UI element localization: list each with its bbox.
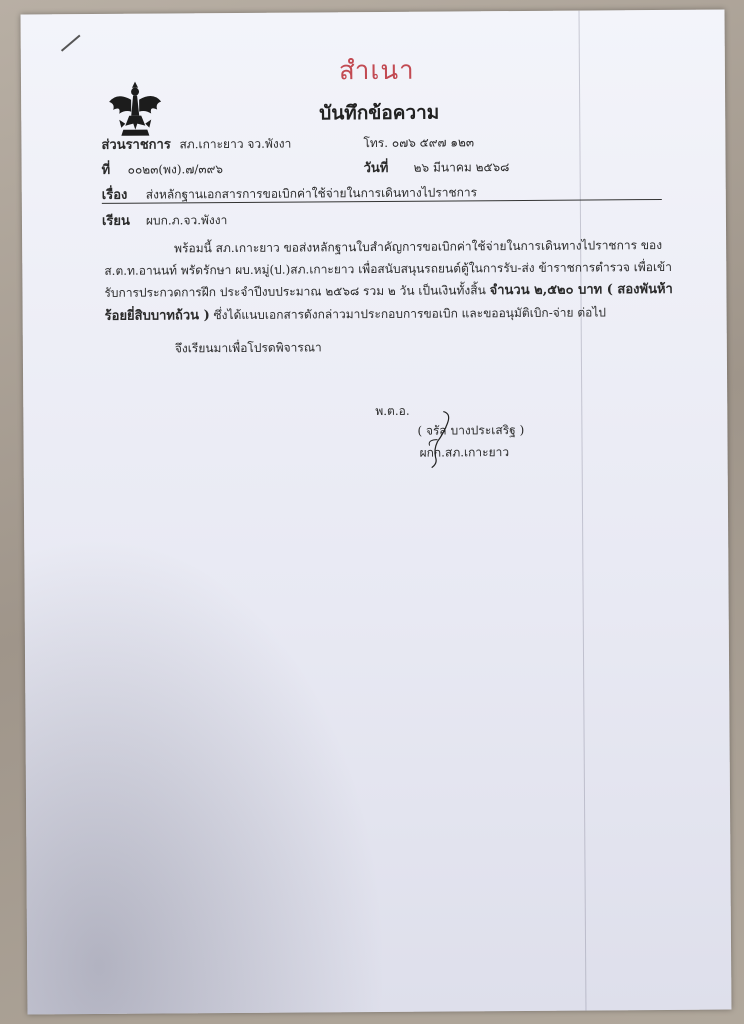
pen-mark <box>61 35 81 52</box>
document-page <box>21 10 732 1015</box>
signature-position: ผกก.สภ.เกาะยาว <box>419 445 510 460</box>
to-value: ผบก.ภ.จว.พังงา <box>145 213 228 228</box>
date-value: ๒๖ มีนาคม ๒๕๖๘ <box>413 160 510 175</box>
body-line-2: ส.ต.ท.อานนท์ พรัดรักษา ผบ.หมู่(ป.)สภ.เกาะยาว เพื่อสนับสนุนรถยนต์ตู้ในการรับ-ส่ง ข้าราชการตำรวจ เพื่อเข้า <box>104 259 673 278</box>
subject-value: ส่งหลักฐานเอกสารการขอเบิกค่าใช้จ่ายในการเดินทางไปราชการ <box>145 185 478 202</box>
signature-rank: พ.ต.อ. <box>375 403 410 419</box>
agency-label: ส่วนราชการ <box>101 137 171 153</box>
amount-text: จำนวน ๒,๕๒๐ บาท ( สองพันห้า <box>489 281 673 299</box>
handwritten-signature-icon <box>407 409 477 469</box>
fold-line <box>579 11 587 1011</box>
garuda-emblem-icon <box>107 79 163 139</box>
phone-number: โทร. ๐๗๖ ๕๙๗ ๑๒๓ <box>363 135 475 151</box>
body-line-4-text: ซึ่งได้แนบเอกสารดังกล่าวมาประกอบการขอเบิก และขออนุมัติเบิก-จ่าย ต่อไป <box>209 305 607 323</box>
copy-stamp: สำเนา <box>338 55 415 87</box>
amount-words-text: ร้อยยี่สิบบาทถ้วน ) <box>104 308 210 324</box>
agency-value: สภ.เกาะยาว จว.พังงา <box>179 136 292 152</box>
document-title: บันทึกข้อความ <box>319 101 440 125</box>
body-line-3-text: รับการประกวดการฝึก ประจำปีงบประมาณ ๒๕๖๘ รวม ๒ วัน เป็นเงินทั้งสิ้น <box>104 283 490 300</box>
date-label: วันที่ <box>363 160 389 177</box>
body-paragraph <box>104 234 695 328</box>
subject-label: เรื่อง <box>101 187 128 203</box>
to-label: เรียน <box>101 213 130 229</box>
signature-name: ( จรัส บางประเสริฐ ) <box>417 422 525 438</box>
ref-label: ที่ <box>101 162 111 178</box>
body-line-1: พร้อมนี้ สภ.เกาะยาว ขอส่งหลักฐานใบสำคัญการขอเบิกค่าใช้จ่ายในการเดินทางไปราชการ ของ <box>174 237 663 256</box>
body-line-4 <box>105 301 695 328</box>
closing-text: จึงเรียนมาเพื่อโปรดพิจารณา <box>174 340 322 356</box>
body-line-3 <box>104 278 694 305</box>
ref-value: ๐๐๒๓(พง).๗/๓๙๖ <box>127 162 224 177</box>
shadow-overlay <box>24 532 387 1015</box>
